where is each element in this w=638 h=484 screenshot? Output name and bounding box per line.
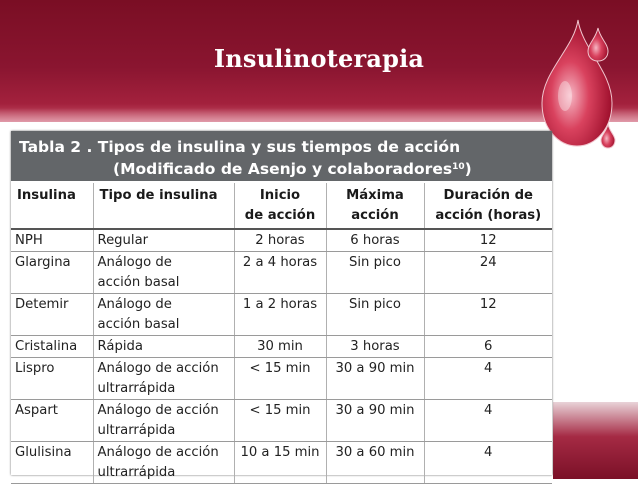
insulin-table [11, 183, 552, 484]
header-insulina: Insulina [11, 183, 93, 229]
cell-inicio: < 15 min [234, 400, 326, 442]
small-drop-icon [588, 28, 608, 61]
decorative-band [553, 402, 638, 479]
caption-reference: 10 [452, 162, 465, 172]
cell-tipo: Análogo de acción basal [93, 252, 234, 294]
caption-line-2 [19, 157, 552, 179]
cell-maxima: 6 horas [326, 229, 424, 252]
table-row [11, 294, 552, 336]
table-row [11, 336, 552, 358]
cell-duracion: 6 [424, 336, 552, 358]
cell-inicio: 2 a 4 horas [234, 252, 326, 294]
table-caption [11, 131, 552, 181]
cell-tipo: Rápida [93, 336, 234, 358]
cell-inicio: 2 horas [234, 229, 326, 252]
cell-duracion: 4 [424, 442, 552, 484]
table-row [11, 400, 552, 442]
cell-maxima: 30 a 90 min [326, 358, 424, 400]
cell-insulina: Lispro [11, 358, 93, 400]
table-row [11, 252, 552, 294]
header-duracion: Duración de acción (horas) [424, 183, 552, 229]
cell-duracion: 4 [424, 400, 552, 442]
cell-duracion: 24 [424, 252, 552, 294]
cell-duracion: 12 [424, 229, 552, 252]
cell-maxima: 3 horas [326, 336, 424, 358]
table-row [11, 358, 552, 400]
cell-inicio: < 15 min [234, 358, 326, 400]
cell-maxima: Sin pico [326, 252, 424, 294]
cell-tipo: Análogo de acción basal [93, 294, 234, 336]
header-inicio: Inicio de acción [234, 183, 326, 229]
cell-insulina: Aspart [11, 400, 93, 442]
header-tipo: Tipo de insulina [93, 183, 234, 229]
cell-duracion: 12 [424, 294, 552, 336]
cell-tipo: Regular [93, 229, 234, 252]
slide-title: Insulinoterapia [213, 44, 425, 73]
table-header-row [11, 183, 552, 229]
cell-insulina: Glargina [11, 252, 93, 294]
cell-maxima: 30 a 60 min [326, 442, 424, 484]
cell-inicio: 30 min [234, 336, 326, 358]
table-row [11, 442, 552, 484]
caption-text: (Modificado de Asenjo y colaboradores [113, 160, 453, 178]
insulin-table-card [11, 131, 552, 480]
cell-inicio: 1 a 2 horas [234, 294, 326, 336]
table-row [11, 229, 552, 252]
cell-maxima: Sin pico [326, 294, 424, 336]
header-maxima: Máxima acción [326, 183, 424, 229]
caption-line-1: Tabla 2 . Tipos de insulina y sus tiempos de acción [19, 138, 461, 156]
cell-insulina: Glulisina [11, 442, 93, 484]
cell-insulina: NPH [11, 229, 93, 252]
cell-tipo: Análogo de acción ultrarrápida [93, 400, 234, 442]
cell-tipo: Análogo de acción ultrarrápida [93, 358, 234, 400]
cell-duracion: 4 [424, 358, 552, 400]
cell-inicio: 10 a 15 min [234, 442, 326, 484]
caption-close: ) [464, 160, 472, 178]
cell-insulina: Detemir [11, 294, 93, 336]
cell-insulina: Cristalina [11, 336, 93, 358]
cell-maxima: 30 a 90 min [326, 400, 424, 442]
cell-tipo: Análogo de acción ultrarrápida [93, 442, 234, 484]
